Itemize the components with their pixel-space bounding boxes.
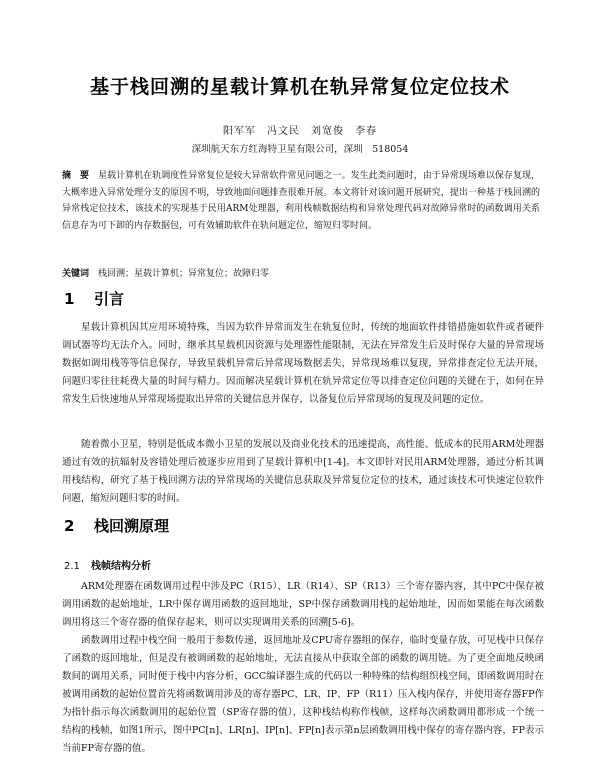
abstract-text: 星载计算机在轨调度性异常复位是较大异常软件常见问题之一。发生此类问题时，由于异常现场难以保存复现，大概率进入异常处理分支的原因不明，导致地面问题排查很难开展。本文将针对该问题开展研究，提出一种基于栈回溯的异常栈定位技术，该技术的实现基于民用ARM处理器，利用栈帧数据结构和异常处理代码对故障异常时的函数调用关系信息存为可下卸的内存数据包，可有效辅助软件在轨问题定位，缩短归零时间。 [62, 171, 540, 231]
keywords-label: 关键词 [62, 269, 90, 279]
abstract [62, 168, 540, 234]
abstract-label: 摘 要 [62, 171, 90, 181]
section-heading-introduction [64, 288, 124, 309]
subsection-title: 栈帧结构分析 [91, 561, 151, 572]
section-number: 2 [64, 517, 75, 535]
keywords [62, 266, 540, 279]
section-heading-stack-backtrace [64, 515, 169, 536]
paragraph: 星载计算机因其应用环境特殊，当因为软件异常而发生在轨复位时，传统的地面软件排错措施如软件或者硬件调试器等均无法介入。同时，继承其星载机因资源与处理器性能限制，无法在异常发生后及时保存大量的异常现场数据如调用栈等等信息保存，导致星载机异常后异常现场数据丢失，异常现场难以复现，异常排查定位无法开展，问题归零往往耗费大量的时间与精力。因而解决星载计算机在轨异常定位等以排查定位问题的关键在于，如何在异常发生后快速地从异常现场提取出异常的关键信息并保存，以备复位后异常现场的复现及问题的定位。 [62, 322, 544, 405]
keywords-text: 栈回溯；星载计算机；异常复位；故障归零 [98, 269, 270, 279]
paragraph: 随着微小卫星，特别是低成本微小卫星的发展以及商业化技术的迅速提高，高性能、低成本的民用ARM处理器通过有效的抗辐射及容错处理后被逐步应用到了星载计算机中[1-4]。本文即针对民用ARM处理器，通过分析其调用栈结构，研究了基于栈回溯方法的异常现场的关键信息获取及异常复位定位的技术，通过该技术可快速定位软件问题，缩短问题归零的时间。 [62, 439, 544, 504]
section-number: 1 [64, 290, 75, 308]
subsection-heading [64, 557, 151, 572]
paper-affiliation: 深圳航天东方红海特卫星有限公司，深圳 518054 [191, 144, 409, 155]
paper-authors: 阳军军 冯文民 刘宽俊 李春 [223, 126, 377, 137]
paragraph: 函数调用过程中栈空间一般用于参数传递，返回地址及CPU寄存器组的保存，临时变量存放，可见栈中只保存了函数的返回地址，但是没有被调函数的起始地址，无法直接从中获取全部的函数的调用链。为了更全面地反映函数间的调用关系，同时便于栈中内容分析，GCC编译器生成的代码以一种特殊的结构组织栈空间，即函数调用时在被调用函数的起始位置首先将函数调用涉及的寄存器PC、LR、IP、FP（R11）压入栈内保存，并使用寄存器FP作为指针指示每次函数调用的起始位置（SP寄存器的值），这种栈结构称作栈帧，这样每次函数调用都形成一个统一结构的栈帧，如图1所示，图中PC[n]、LR[n]、IP[n]、FP[n]表示第n层函数调用栈中保存的寄存器内容，FP表示当前FP寄存器的值。 [62, 635, 544, 754]
paragraph: ARM处理器在函数调用过程中涉及PC（R15）、LR（R14）、SP（R13）三个寄存器内容，其中PC中保存被调用函数的起始地址，LR中保存调用函数的返回地址，SP中保存函数调用栈的起始地址，因而如果能在每次函数调用将这三个寄存器的值保存起来，则可以实现调用关系的回溯[5-6]。 [62, 581, 544, 628]
paper-title: 基于栈回溯的星载计算机在轨异常复位定位技术 [89, 76, 510, 98]
section-title: 引言 [94, 290, 125, 308]
section-title: 栈回溯原理 [94, 517, 170, 535]
subsection-number: 2.1 [64, 561, 80, 572]
